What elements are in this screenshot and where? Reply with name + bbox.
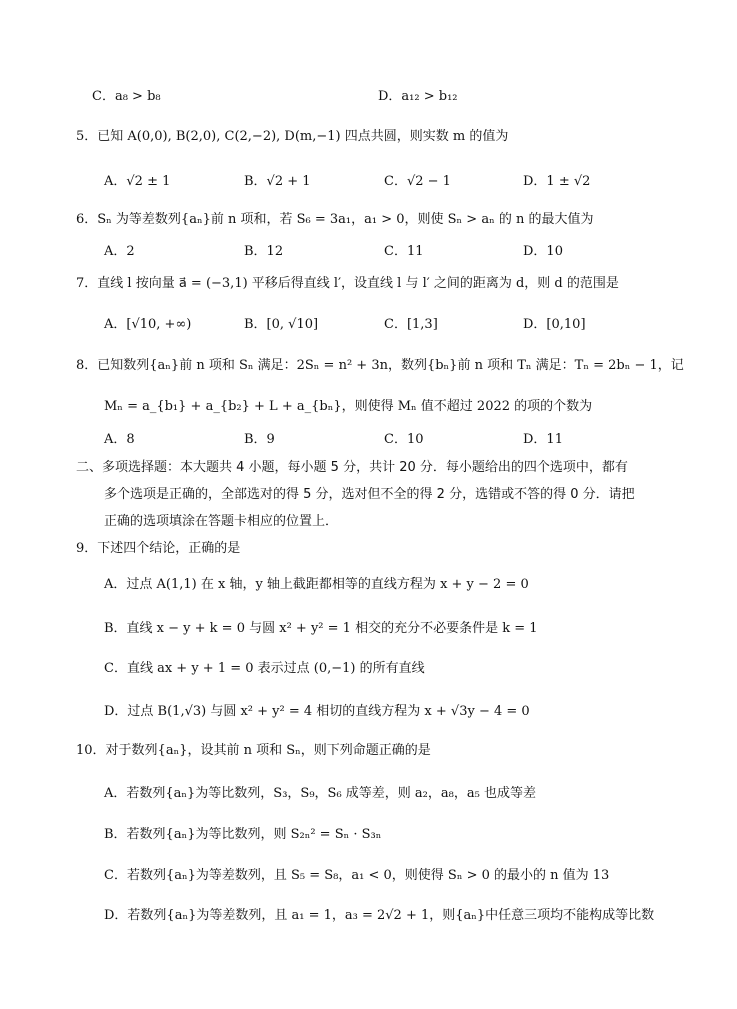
section2-line1: 二、多项选择题：本大题共 4 小题，每小题 5 分，共计 20 分．每小题给出的四个选项中，都有 (76, 460, 628, 475)
q7-option-c: C．[1,3] (384, 317, 438, 332)
q4-option-d: D．a₁₂ > b₁₂ (378, 89, 458, 104)
q6-stem: 6．Sₙ 为等差数列{aₙ}前 n 项和，若 S₆ = 3a₁，a₁ > 0，则使 Sₙ > aₙ 的 n 的最大值为 (76, 212, 594, 227)
q5-option-d: D．1 ± √2 (523, 174, 591, 189)
section2-line2: 多个选项是正确的，全部选对的得 5 分，选对但不全的得 2 分，选错或不答的得 0 分．请把 (104, 487, 635, 502)
q5-option-b: B．√2 + 1 (244, 174, 311, 189)
q6-option-c: C．11 (384, 244, 424, 259)
q5-option-c: C．√2 − 1 (384, 174, 451, 189)
q9-stem: 9．下述四个结论，正确的是 (76, 541, 241, 556)
q5-option-a: A．√2 ± 1 (104, 174, 171, 189)
q10-option-c: C．若数列{aₙ}为等差数列，且 S₅ = S₈，a₁ < 0，则使得 Sₙ > 0 的最小的 n 值为 13 (104, 868, 610, 883)
q10-option-a: A．若数列{aₙ}为等比数列，S₃，S₉，S₆ 成等差，则 a₂，a₈，a₅ 也成等差 (104, 786, 536, 801)
q8-stem-line1: 8．已知数列{aₙ}前 n 项和 Sₙ 满足：2Sₙ = n² + 3n，数列{bₙ}前 n 项和 Tₙ 满足：Tₙ = 2bₙ − 1，记 (76, 358, 684, 373)
q8-option-a: A．8 (104, 432, 135, 447)
q6-option-b: B．12 (244, 244, 284, 259)
q9-option-d: D．过点 B(1,√3) 与圆 x² + y² = 4 相切的直线方程为 x + √3y − 4 = 0 (104, 704, 530, 719)
q4-option-c: C．a₈ > b₈ (92, 89, 161, 104)
q9-option-c: C．直线 ax + y + 1 = 0 表示过点 (0,−1) 的所有直线 (104, 661, 425, 676)
q10-option-d: D．若数列{aₙ}为等差数列，且 a₁ = 1，a₃ = 2√2 + 1，则{aₙ}中任意三项均不能构成等比数 (104, 908, 655, 923)
q7-option-d: D．[0,10] (523, 317, 586, 332)
q8-option-d: D．11 (523, 432, 563, 447)
q6-option-d: D．10 (523, 244, 563, 259)
q9-option-b: B．直线 x − y + k = 0 与圆 x² + y² = 1 相交的充分不必要条件是 k = 1 (104, 621, 538, 636)
q5-stem: 5．已知 A(0,0), B(2,0), C(2,−2), D(m,−1) 四点共圆，则实数 m 的值为 (76, 129, 509, 144)
q8-option-b: B．9 (244, 432, 275, 447)
q9-option-a: A．过点 A(1,1) 在 x 轴，y 轴上截距都相等的直线方程为 x + y − 2 = 0 (104, 577, 529, 592)
q8-option-c: C．10 (384, 432, 424, 447)
q6-option-a: A．2 (104, 244, 135, 259)
section2-line3: 正确的选项填涂在答题卡相应的位置上． (104, 514, 339, 529)
q7-option-a: A．[√10, +∞) (104, 317, 192, 332)
q10-stem: 10．对于数列{aₙ}，设其前 n 项和 Sₙ，则下列命题正确的是 (76, 743, 431, 758)
q7-stem: 7．直线 l 按向量 a⃗ = (−3,1) 平移后得直线 l′，设直线 l 与 l′ 之间的距离为 d，则 d 的范围是 (76, 276, 619, 291)
q7-option-b: B．[0, √10] (244, 317, 319, 332)
q10-option-b: B．若数列{aₙ}为等比数列，则 S₂ₙ² = Sₙ · S₃ₙ (104, 827, 382, 842)
q8-stem-line2: Mₙ = a_{b₁} + a_{b₂} + L + a_{bₙ}，则使得 Mₙ 值不超过 2022 的项的个数为 (104, 399, 593, 414)
